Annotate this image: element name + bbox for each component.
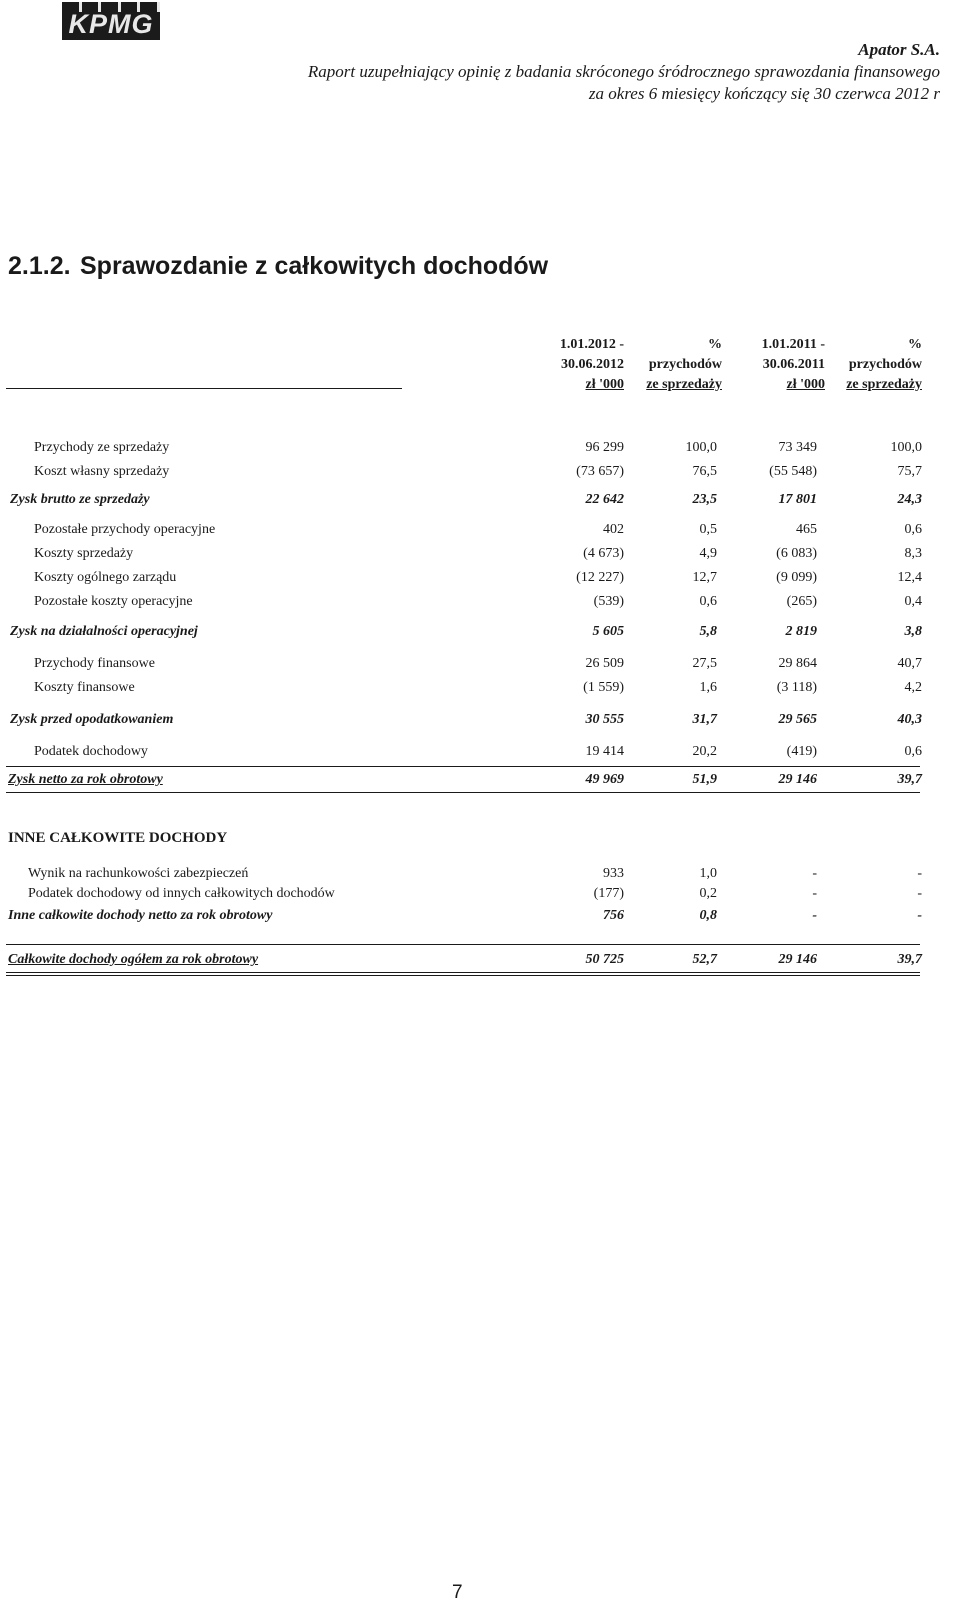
report-subtitle-line2: za okres 6 miesięcy kończący się 30 czerwca 2012 r bbox=[588, 84, 940, 103]
column-header-2012: 1.01.2012 - 30.06.2012 zł '000 bbox=[559, 337, 624, 392]
table-row: Pozostałe koszty operacyjne (539) 0,6 (265) 0,4 bbox=[34, 594, 922, 609]
table-row-total: Zysk netto za rok obrotowy 49 969 51,9 29 146 39,7 bbox=[8, 772, 922, 787]
total-bottom-rule bbox=[6, 972, 920, 973]
table-row: Podatek dochodowy 19 414 20,2 (419) 0,6 bbox=[34, 744, 922, 759]
report-subtitle-line1: Raport uzupełniający opinię z badania skróconego śródrocznego sprawozdania finansowego bbox=[307, 62, 940, 81]
table-row: Koszty ogólnego zarządu (12 227) 12,7 (9 099) 12,4 bbox=[34, 570, 922, 585]
section-title bbox=[8, 252, 548, 281]
net-profit-top-rule bbox=[6, 766, 920, 767]
table-row: Wynik na rachunkowości zabezpieczeń 933 1,0 - - bbox=[28, 866, 922, 881]
kpmg-logo: KPMG bbox=[62, 2, 160, 40]
table-row-subtotal: Zysk brutto ze sprzedaży 22 642 23,5 17 801 24,3 bbox=[10, 492, 922, 507]
column-header-pct-2011: % przychodów ze sprzedaży bbox=[846, 337, 922, 392]
total-top-rule bbox=[6, 944, 920, 945]
table-row-subtotal: Zysk przed opodatkowaniem 30 555 31,7 29 565 40,3 bbox=[10, 712, 922, 727]
table-row: Koszty finansowe (1 559) 1,6 (3 118) 4,2 bbox=[34, 680, 922, 695]
company-name: Apator S.A. bbox=[858, 40, 940, 59]
table-row: Podatek dochodowy od innych całkowitych dochodów (177) 0,2 - - bbox=[28, 886, 922, 901]
page-number: 7 bbox=[452, 1582, 463, 1603]
section-title-text: Sprawozdanie z całkowitych dochodów bbox=[80, 252, 549, 280]
table-row: Koszt własny sprzedaży (73 657) 76,5 (55 548) 75,7 bbox=[34, 464, 922, 479]
section-number: 2.1.2. bbox=[8, 252, 71, 280]
other-income-title: INNE CAŁKOWITE DOCHODY bbox=[8, 830, 228, 846]
table-row: Przychody finansowe 26 509 27,5 29 864 40,7 bbox=[34, 656, 922, 671]
table-row-subtotal: Zysk na działalności operacyjnej 5 605 5,8 2 819 3,8 bbox=[10, 624, 922, 639]
column-header-2011: 1.01.2011 - 30.06.2011 zł '000 bbox=[761, 337, 825, 392]
header-underline bbox=[6, 388, 402, 389]
total-double-rule bbox=[6, 975, 920, 976]
table-row-grand-total: Całkowite dochody ogółem za rok obrotowy 50 725 52,7 29 146 39,7 bbox=[8, 952, 922, 967]
table-row: Przychody ze sprzedaży 96 299 100,0 73 349 100,0 bbox=[34, 440, 922, 455]
table-row: Pozostałe przychody operacyjne 402 0,5 465 0,6 bbox=[34, 522, 922, 537]
net-profit-bottom-rule bbox=[6, 792, 920, 793]
table-row-subtotal: Inne całkowite dochody netto za rok obrotowy 756 0,8 - - bbox=[8, 908, 922, 923]
column-header-pct-2012: % przychodów ze sprzedaży bbox=[646, 337, 722, 392]
table-row: Koszty sprzedaży (4 673) 4,9 (6 083) 8,3 bbox=[34, 546, 922, 561]
